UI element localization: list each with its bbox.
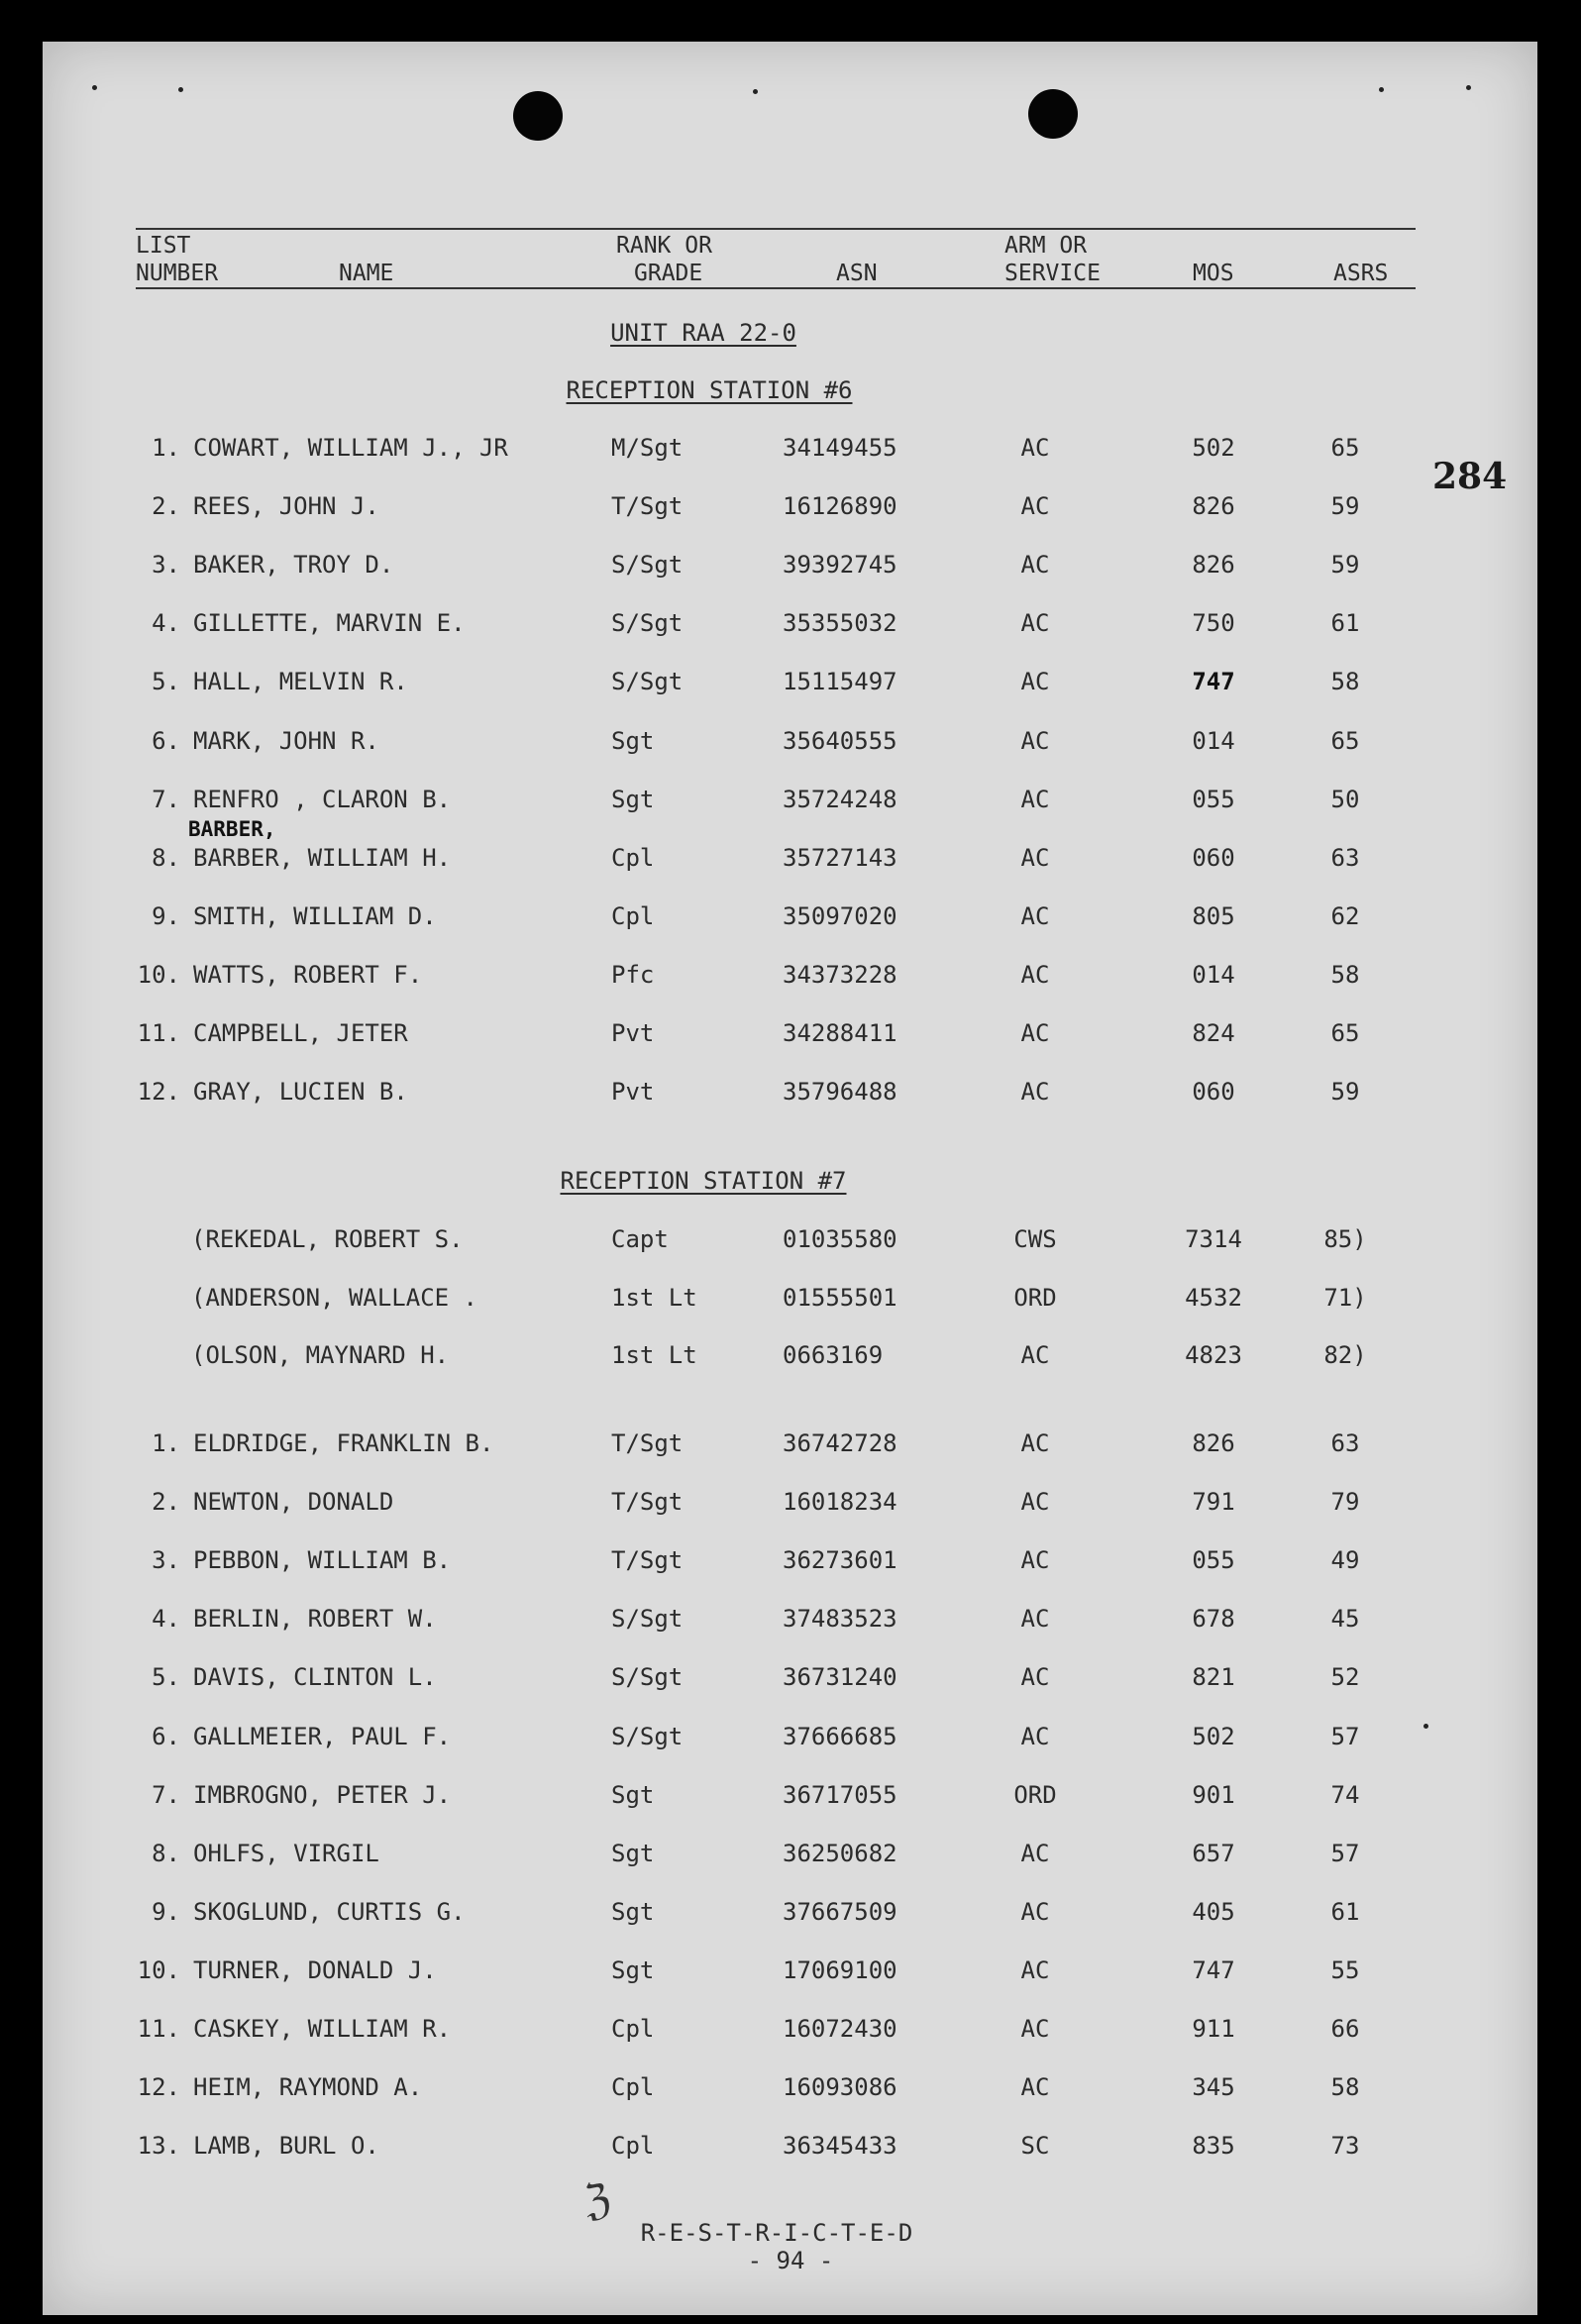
row-asn: 01035580 (783, 1225, 897, 1253)
row-number: 10. (137, 1955, 180, 1984)
header-bottom-rule (136, 287, 1416, 289)
row-rank: S/Sgt (611, 551, 684, 580)
row-asn: 35796488 (783, 1078, 897, 1107)
row-asrs: 59 (1330, 492, 1360, 521)
row-asn: 35727143 (783, 843, 897, 872)
section-title-rs6: RECEPTION STATION #6 (566, 376, 853, 404)
row-arm: AC (1020, 1019, 1050, 1047)
row-name: MARK, JOHN R. (193, 726, 379, 755)
row-arm: AC (1020, 434, 1050, 462)
row-rank: Sgt (611, 1955, 655, 1984)
row-asn: 36345433 (783, 2132, 897, 2161)
row-arm: SC (1020, 2132, 1050, 2161)
row-name: TURNER, DONALD J. (193, 1955, 437, 1984)
row-asn: 35355032 (783, 609, 897, 638)
row-asrs: 59 (1330, 551, 1360, 580)
row-name: (ANDERSON, WALLACE . (191, 1283, 477, 1312)
row-number: 8. (152, 843, 180, 872)
row-mos: 014 (1192, 960, 1235, 989)
row-asn: 15115497 (783, 668, 897, 696)
row-mos: 821 (1192, 1663, 1235, 1692)
row-asrs: 74 (1330, 1780, 1360, 1809)
header-top-rule (136, 228, 1416, 230)
row-asrs: 57 (1330, 1839, 1360, 1867)
row-arm: AC (1020, 1839, 1050, 1867)
row-arm: AC (1020, 726, 1050, 755)
row-name: GALLMEIER, PAUL F. (193, 1722, 452, 1750)
row-asn: 36717055 (783, 1780, 897, 1809)
row-mos: 678 (1192, 1605, 1235, 1634)
row-mos: 502 (1192, 434, 1235, 462)
row-mos: 345 (1192, 2073, 1235, 2102)
row-asn: 37667509 (783, 1897, 897, 1926)
row-rank: Pfc (611, 960, 655, 989)
row-rank: Sgt (611, 1839, 655, 1867)
row-asrs: 82) (1323, 1341, 1367, 1369)
row-asrs: 85) (1323, 1225, 1367, 1253)
row-rank: T/Sgt (611, 1488, 684, 1517)
row-arm: AC (1020, 1897, 1050, 1926)
section-title-rs7: RECEPTION STATION #7 (560, 1167, 847, 1195)
row-arm: AC (1020, 1429, 1050, 1457)
row-asrs: 58 (1330, 960, 1360, 989)
row-name: (OLSON, MAYNARD H. (191, 1341, 450, 1369)
row-number: 7. (152, 785, 180, 813)
page-stamp-number: 284 (1432, 456, 1508, 497)
row-name: GRAY, LUCIEN B. (193, 1078, 408, 1107)
row-asrs: 50 (1330, 785, 1360, 813)
speck (92, 85, 97, 90)
row-mos: 7314 (1185, 1225, 1242, 1253)
header-rank: RANK OR GRADE (616, 233, 712, 286)
row-arm: ORD (1013, 1780, 1057, 1809)
row-mos: 747 (1192, 668, 1235, 696)
row-rank: S/Sgt (611, 1722, 684, 1750)
row-mos: 791 (1192, 1488, 1235, 1517)
row-asrs: 59 (1330, 1078, 1360, 1107)
row-mos: 4823 (1185, 1341, 1242, 1369)
row-arm: AC (1020, 1341, 1050, 1369)
row-asn: 35097020 (783, 901, 897, 930)
row-rank: Capt (611, 1225, 669, 1253)
header-name: NAME (339, 261, 394, 286)
row-asn: 16126890 (783, 492, 897, 521)
row-name: OHLFS, VIRGIL (193, 1839, 379, 1867)
row-number: 6. (152, 1722, 180, 1750)
row-rank: Cpl (611, 901, 655, 930)
row-number: 4. (152, 609, 180, 638)
row-rank: S/Sgt (611, 1663, 684, 1692)
row-mos: 911 (1192, 2015, 1235, 2043)
row-name: (REKEDAL, ROBERT S. (191, 1225, 464, 1253)
row-number: 13. (137, 2132, 180, 2161)
row-number: 5. (152, 668, 180, 696)
row-asn: 16072430 (783, 2015, 897, 2043)
row-name: HALL, MELVIN R. (193, 668, 408, 696)
row-number: 2. (152, 1488, 180, 1517)
row-name: REES, JOHN J. (193, 492, 379, 521)
row-arm: AC (1020, 843, 1050, 872)
row-asrs: 45 (1330, 1605, 1360, 1634)
row-asn: 37483523 (783, 1605, 897, 1634)
row-number: 11. (137, 2015, 180, 2043)
row-arm: AC (1020, 785, 1050, 813)
row-name: HEIM, RAYMOND A. (193, 2073, 423, 2102)
row-mos: 502 (1192, 1722, 1235, 1750)
row-arm: AC (1020, 668, 1050, 696)
row-rank: Cpl (611, 2015, 655, 2043)
row-name: BAKER, TROY D. (193, 551, 394, 580)
row-number: 9. (152, 1897, 180, 1926)
row-rank: S/Sgt (611, 1605, 684, 1634)
row-arm: AC (1020, 1546, 1050, 1575)
row-asn: 34149455 (783, 434, 897, 462)
speck (1379, 87, 1384, 92)
row-asrs: 63 (1330, 843, 1360, 872)
row-mos: 826 (1192, 551, 1235, 580)
row-name: CASKEY, WILLIAM R. (193, 2015, 452, 2043)
row-asrs: 63 (1330, 1429, 1360, 1457)
row-name: CAMPBELL, JETER (193, 1019, 408, 1047)
row-arm: AC (1020, 901, 1050, 930)
row-asn: 36273601 (783, 1546, 897, 1575)
row-name: DAVIS, CLINTON L. (193, 1663, 437, 1692)
row-arm: AC (1020, 492, 1050, 521)
row-asn: 34288411 (783, 1019, 897, 1047)
speck (178, 87, 183, 92)
header-mos: MOS (1193, 261, 1234, 286)
row-asn: 36250682 (783, 1839, 897, 1867)
row-rank: Sgt (611, 785, 655, 813)
row-asn: 37666685 (783, 1722, 897, 1750)
row-arm: AC (1020, 1663, 1050, 1692)
row-arm: AC (1020, 960, 1050, 989)
row-number: 1. (152, 1429, 180, 1457)
row-name: RENFRO , CLARON B. (193, 785, 452, 813)
row-rank: M/Sgt (611, 434, 684, 462)
speck (1423, 1724, 1428, 1729)
row-asn: 01555501 (783, 1283, 897, 1312)
row-arm: AC (1020, 1955, 1050, 1984)
row-number: 9. (152, 901, 180, 930)
row-mos: 747 (1192, 1955, 1235, 1984)
row-asn: 16093086 (783, 2073, 897, 2102)
row-name: GILLETTE, MARVIN E. (193, 609, 466, 638)
row-mos: 805 (1192, 901, 1235, 930)
row-mos: 405 (1192, 1897, 1235, 1926)
row-number: 8. (152, 1839, 180, 1867)
row-arm: AC (1020, 1722, 1050, 1750)
row-number: 7. (152, 1780, 180, 1809)
row-asrs: 62 (1330, 901, 1360, 930)
footer-restricted: R-E-S-T-R-I-C-T-E-D (640, 2219, 913, 2247)
speck (753, 89, 758, 94)
row-name: BARBER, WILLIAM H. (193, 843, 452, 872)
row-name: SKOGLUND, CURTIS G. (193, 1897, 466, 1926)
row-mos: 901 (1192, 1780, 1235, 1809)
row-asn: 36742728 (783, 1429, 897, 1457)
row-asn: 35640555 (783, 726, 897, 755)
row-mos: 4532 (1185, 1283, 1242, 1312)
row-asrs: 49 (1330, 1546, 1360, 1575)
row-mos: 824 (1192, 1019, 1235, 1047)
row-mos: 055 (1192, 1546, 1235, 1575)
row-number: 10. (137, 960, 180, 989)
row-rank: S/Sgt (611, 668, 684, 696)
row-rank: Sgt (611, 1897, 655, 1926)
row-mos: 014 (1192, 726, 1235, 755)
row-arm: AC (1020, 1488, 1050, 1517)
row-arm: ORD (1013, 1283, 1057, 1312)
row-mos: 060 (1192, 1078, 1235, 1107)
row-number: 6. (152, 726, 180, 755)
row-asrs: 73 (1330, 2132, 1360, 2161)
row-asrs: 58 (1330, 2073, 1360, 2102)
row-asrs: 65 (1330, 1019, 1360, 1047)
row-number: 3. (152, 551, 180, 580)
row-rank: Pvt (611, 1078, 655, 1107)
row-number: 4. (152, 1605, 180, 1634)
row-asn: 34373228 (783, 960, 897, 989)
row-asrs: 52 (1330, 1663, 1360, 1692)
row-arm: AC (1020, 2073, 1050, 2102)
row-asn: 39392745 (783, 551, 897, 580)
row-rank: Cpl (611, 2132, 655, 2161)
punch-hole-left (513, 91, 563, 141)
row-arm: AC (1020, 1078, 1050, 1107)
row-asrs: 66 (1330, 2015, 1360, 2043)
row-rank: T/Sgt (611, 1546, 684, 1575)
unit-title: UNIT RAA 22-0 (610, 319, 796, 347)
row-number: 5. (152, 1663, 180, 1692)
row-rank: Pvt (611, 1019, 655, 1047)
row-rank: 1st Lt (611, 1341, 697, 1369)
row-mos: 657 (1192, 1839, 1235, 1867)
row-name: IMBROGNO, PETER J. (193, 1780, 452, 1809)
row-asrs: 61 (1330, 1897, 1360, 1926)
row-asrs: 58 (1330, 668, 1360, 696)
header-asn: ASN (836, 261, 878, 286)
row-rank: Cpl (611, 843, 655, 872)
handwritten-mark: ℨ (580, 2173, 614, 2226)
row-name: COWART, WILLIAM J., JR (193, 434, 508, 462)
row-arm: AC (1020, 1605, 1050, 1634)
row-asrs: 61 (1330, 609, 1360, 638)
row-rank: Sgt (611, 726, 655, 755)
row-mos: 055 (1192, 785, 1235, 813)
row-number: 11. (137, 1019, 180, 1047)
row-name: WATTS, ROBERT F. (193, 960, 423, 989)
header-asrs: ASRS (1333, 261, 1389, 286)
row-asn: 0663169 (783, 1341, 884, 1369)
row-rank: Cpl (611, 2073, 655, 2102)
row-asrs: 65 (1330, 726, 1360, 755)
row-rank: T/Sgt (611, 492, 684, 521)
row-arm: AC (1020, 609, 1050, 638)
row-asn: 36731240 (783, 1663, 897, 1692)
row-asrs: 55 (1330, 1955, 1360, 1984)
header-arm: ARM OR SERVICE (1004, 233, 1101, 286)
row-arm: CWS (1013, 1225, 1057, 1253)
row-asrs: 57 (1330, 1722, 1360, 1750)
row-mos: 835 (1192, 2132, 1235, 2161)
row-number: 2. (152, 492, 180, 521)
row-mos: 826 (1192, 492, 1235, 521)
row-asrs: 71) (1323, 1283, 1367, 1312)
row-name: SMITH, WILLIAM D. (193, 901, 437, 930)
row-mos: 060 (1192, 843, 1235, 872)
footer-page-number: - 94 - (747, 2247, 834, 2274)
row-asn: 35724248 (783, 785, 897, 813)
row-asn: 16018234 (783, 1488, 897, 1517)
row-mos: 750 (1192, 609, 1235, 638)
punch-hole-right (1028, 89, 1078, 139)
row-name: ELDRIDGE, FRANKLIN B. (193, 1429, 494, 1457)
row-asn: 17069100 (783, 1955, 897, 1984)
row-rank: T/Sgt (611, 1429, 684, 1457)
speck (1466, 85, 1471, 90)
row-rank: Sgt (611, 1780, 655, 1809)
row-name: PEBBON, WILLIAM B. (193, 1546, 452, 1575)
row-asrs: 79 (1330, 1488, 1360, 1517)
header-list-number: LIST NUMBER (136, 233, 219, 286)
row-rank: S/Sgt (611, 609, 684, 638)
row-number: 3. (152, 1546, 180, 1575)
row-name: NEWTON, DONALD (193, 1488, 394, 1517)
row-name: BERLIN, ROBERT W. (193, 1605, 437, 1634)
row-rank: 1st Lt (611, 1283, 697, 1312)
row-mos: 826 (1192, 1429, 1235, 1457)
row-asrs: 65 (1330, 434, 1360, 462)
row-number: 12. (137, 2073, 180, 2102)
row-arm: AC (1020, 2015, 1050, 2043)
row-arm: AC (1020, 551, 1050, 580)
overwrite-note: BARBER, (188, 817, 276, 841)
row-name: LAMB, BURL O. (193, 2132, 379, 2161)
row-number: 1. (152, 434, 180, 462)
row-number: 12. (137, 1078, 180, 1107)
